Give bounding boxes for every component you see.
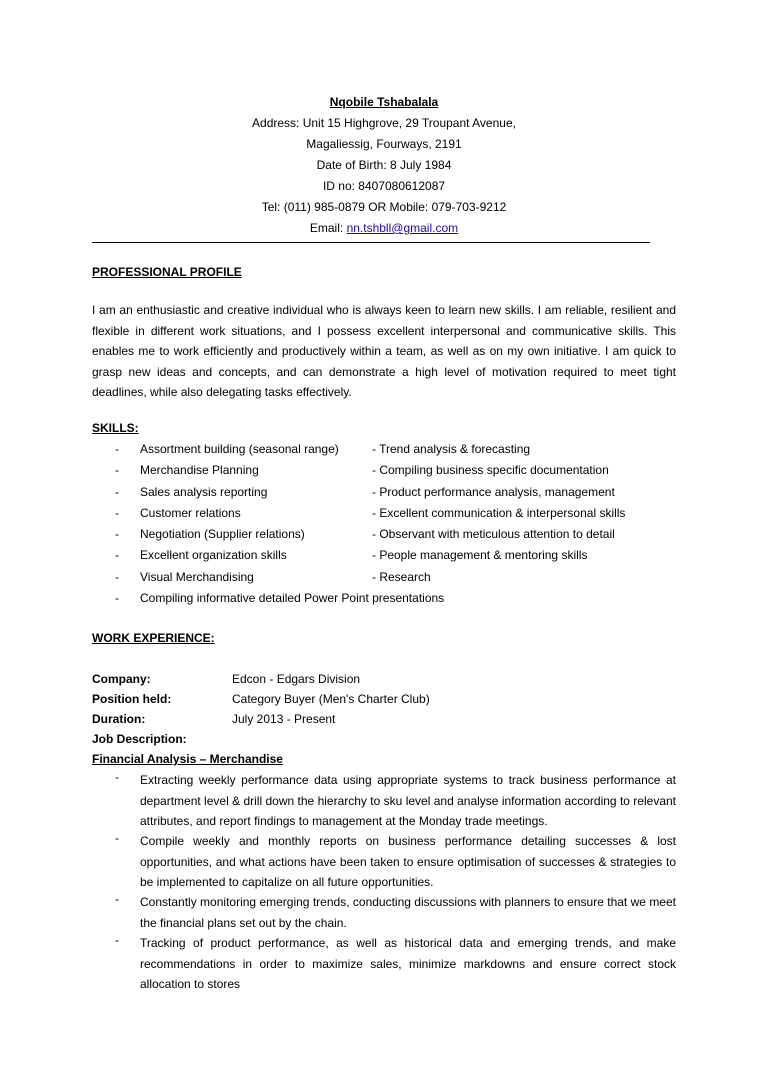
- skill-row: [92, 526, 692, 547]
- duty-item: [92, 933, 676, 995]
- bullet-dash: -: [115, 933, 119, 947]
- skill-left: Negotiation (Supplier relations): [140, 527, 305, 542]
- telephone: Tel: (011) 985-0879 OR Mobile: 079-703-9212: [261, 200, 507, 214]
- skill-left: Visual Merchandising: [140, 569, 254, 584]
- duty-item: [92, 770, 676, 832]
- duty-text: Extracting weekly performance data using appropriate systems to track business performance at department level & drill down the hierarchy to sku level and analyse information according to relevant attributes, and report findings to management at the Monday trade meetings.: [140, 773, 676, 829]
- bullet-dash: -: [115, 548, 119, 563]
- job-description-label: Job Description:: [92, 732, 187, 746]
- bullet-dash: -: [115, 892, 119, 906]
- skill-left: Merchandise Planning: [140, 463, 259, 478]
- position-value: Category Buyer (Men's Charter Club): [232, 692, 430, 706]
- duty-text: Compile weekly and monthly reports on business performance detailing successes & lost opportunities, and what actions have been taken to ensure optimisation of successes & strategies to be implemented to capitalize on all future opportunities.: [140, 834, 676, 890]
- skills-heading: SKILLS:: [92, 421, 139, 435]
- skill-row: [92, 569, 692, 590]
- skill-left: Assortment building (seasonal range): [140, 442, 339, 456]
- skill-row: [92, 547, 692, 568]
- skill-row: [92, 590, 692, 611]
- bullet-dash: -: [115, 463, 119, 478]
- duration-value: July 2013 - Present: [232, 712, 336, 726]
- candidate-name: Nqobile Tshabalala: [329, 95, 439, 109]
- skill-right: - Product performance analysis, management: [372, 484, 615, 499]
- work-heading: WORK EXPERIENCE:: [92, 631, 215, 645]
- id-number: ID no: 8407080612087: [322, 179, 446, 193]
- duty-text: Tracking of product performance, as well as historical data and emerging trends, and make recommendations in order to maximize sales, minimize markdowns and ensure correct stock allocation to stores: [140, 936, 676, 992]
- skill-right: - Excellent communication & interpersonal skills: [372, 505, 626, 520]
- skill-left: Excellent organization skills: [140, 548, 287, 563]
- skill-left: Sales analysis reporting: [140, 484, 268, 499]
- bullet-dash: -: [115, 770, 119, 784]
- skill-row: [92, 505, 692, 526]
- bullet-dash: -: [115, 505, 119, 520]
- skill-right: - Observant with meticulous attention to detail: [372, 527, 615, 542]
- skill-left: Customer relations: [140, 505, 241, 520]
- address-line-1: Address: Unit 15 Highgrove, 29 Troupant Avenue,: [252, 116, 516, 130]
- section-title: Financial Analysis – Merchandise: [92, 752, 283, 766]
- duration-label: Duration:: [92, 712, 146, 726]
- bullet-dash: -: [115, 527, 119, 542]
- bullet-dash: -: [115, 591, 119, 606]
- skill-right: - Compiling business specific documentation: [372, 463, 609, 478]
- header-divider: [92, 242, 650, 243]
- contact-header: [0, 92, 768, 239]
- skill-row: [92, 462, 692, 483]
- skill-left: Compiling informative detailed Power Point presentations: [140, 591, 445, 606]
- email-line: [0, 218, 768, 239]
- bullet-dash: -: [115, 831, 119, 845]
- duty-item: [92, 892, 676, 933]
- bullet-dash: -: [115, 484, 119, 499]
- bullet-dash: -: [115, 442, 119, 456]
- skill-right: - Trend analysis & forecasting: [372, 442, 531, 456]
- company-value: Edcon - Edgars Division: [232, 672, 361, 686]
- position-label: Position held:: [92, 692, 172, 706]
- bullet-dash: -: [115, 569, 119, 584]
- skills-list: [92, 441, 692, 611]
- duty-item: [92, 831, 676, 893]
- skill-right: - Research: [372, 569, 431, 584]
- email-label: Email:: [309, 221, 347, 235]
- profile-heading: PROFESSIONAL PROFILE: [92, 265, 242, 279]
- email-link[interactable]: nn.tshbll@gmail.com: [346, 221, 459, 235]
- skill-row: [92, 484, 692, 505]
- skill-right: - People management & mentoring skills: [372, 548, 588, 563]
- skill-row: [92, 441, 692, 462]
- duty-text: Constantly monitoring emerging trends, conducting discussions with planners to ensure that we meet the financial plans set out by the chain.: [140, 895, 676, 930]
- company-label: Company:: [92, 672, 151, 686]
- profile-text: I am an enthusiastic and creative individual who is always keen to learn new skills. I am reliable, resilient and flexible in different work situations, and I possess excellent interpersonal and communicative skills. This enables me to work efficiently and productively within a team, as well as on my own initiative. I am quick to grasp new ideas and concepts, and can demonstrate a high level of motivation required to meet tight deadlines, while also delegating tasks effectively.: [92, 303, 676, 399]
- date-of-birth: Date of Birth: 8 July 1984: [316, 158, 452, 172]
- address-line-2: Magaliessig, Fourways, 2191: [306, 137, 462, 151]
